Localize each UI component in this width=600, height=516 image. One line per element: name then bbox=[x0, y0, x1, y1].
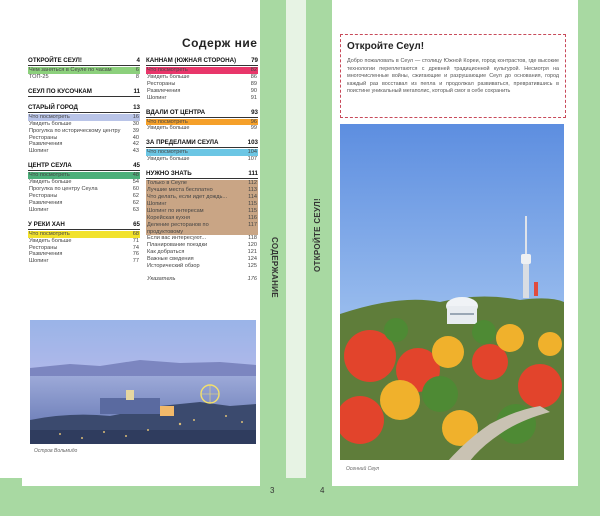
toc-entry[interactable] bbox=[146, 249, 258, 256]
toc-entry[interactable] bbox=[146, 194, 258, 201]
left-page bbox=[22, 0, 260, 486]
toc-entry[interactable] bbox=[28, 231, 140, 238]
toc-entry-page: 43 bbox=[132, 148, 139, 155]
toc-entry[interactable] bbox=[146, 74, 258, 81]
toc-entry-page: 62 bbox=[132, 199, 139, 206]
toc-entry-page: 82 bbox=[250, 67, 257, 73]
toc-entry[interactable] bbox=[146, 88, 258, 95]
spine-gap bbox=[286, 0, 306, 478]
toc-section bbox=[146, 138, 258, 163]
toc-entry-page: 40 bbox=[132, 134, 139, 141]
toc-entry-label: Развлечения bbox=[147, 87, 181, 94]
toc-entry[interactable] bbox=[28, 148, 140, 155]
toc-entry[interactable] bbox=[146, 149, 258, 156]
toc-entry-label: Шопинг bbox=[29, 258, 49, 265]
toc-entry-page: 118 bbox=[248, 235, 257, 242]
toc-entry[interactable] bbox=[28, 186, 140, 193]
toc-entry[interactable] bbox=[28, 128, 140, 135]
toc-entry-page: 120 bbox=[247, 242, 257, 249]
toc-entry-label: Важные сведения bbox=[147, 256, 194, 263]
toc-entry[interactable] bbox=[28, 135, 140, 142]
toc-entry-label: Прогулка по историческому центру bbox=[29, 127, 121, 134]
toc-section-page: 4 bbox=[136, 57, 140, 64]
toc-entry-label: Рестораны bbox=[29, 244, 58, 251]
toc-entry-label: Увидеть больше bbox=[29, 179, 72, 186]
toc-entry[interactable] bbox=[146, 242, 258, 249]
toc-entry-page: 8 bbox=[135, 73, 139, 80]
toc-entry-page: 99 bbox=[250, 125, 257, 132]
toc-entry-label: Лучшие места бесплатно bbox=[147, 187, 213, 194]
toc-entry-label: Как добраться bbox=[147, 249, 185, 256]
toc-entry-page: 107 bbox=[247, 156, 257, 163]
right-edge-band bbox=[578, 0, 600, 478]
toc-entry[interactable] bbox=[28, 258, 140, 265]
toc-section-page: 11 bbox=[133, 87, 140, 95]
toc-section-heading[interactable] bbox=[146, 138, 258, 148]
toc-entry[interactable] bbox=[146, 95, 258, 102]
toc-entry[interactable] bbox=[146, 208, 258, 215]
toc-entry-label: Планирование поездки bbox=[147, 242, 208, 249]
toc-entry-page: 68 bbox=[132, 230, 139, 237]
toc-entry-page: 96 bbox=[250, 118, 257, 125]
toc-section bbox=[28, 161, 140, 213]
toc-entry[interactable] bbox=[146, 256, 258, 263]
toc-entry-label: Деление ресторанов по продуктовому bbox=[147, 221, 209, 235]
toc-section-title: НУЖНО ЗНАТЬ bbox=[146, 170, 192, 178]
toc-entry-page: 16 bbox=[132, 113, 139, 120]
spine-right bbox=[306, 0, 332, 478]
toc-section bbox=[28, 103, 140, 155]
toc-section bbox=[146, 56, 258, 102]
toc-index-page: 176 bbox=[247, 275, 257, 282]
toc-entry[interactable] bbox=[28, 67, 140, 74]
toc-entry-page: 62 bbox=[132, 192, 139, 199]
toc-section-page: 45 bbox=[133, 162, 140, 170]
toc-section-heading[interactable] bbox=[28, 56, 140, 66]
toc-entry-label: Развлечения bbox=[29, 251, 63, 258]
wolmido-photo bbox=[30, 320, 256, 458]
toc-entry-label: Что посмотреть bbox=[29, 172, 70, 179]
toc-section-page: 93 bbox=[251, 108, 258, 116]
toc-entry-page: 114 bbox=[248, 193, 257, 200]
toc-entry[interactable] bbox=[146, 215, 258, 222]
toc-entry[interactable] bbox=[146, 201, 258, 208]
toc-index-label: Указатель bbox=[147, 275, 176, 282]
toc-section-heading[interactable] bbox=[146, 108, 258, 118]
toc-entry-label: Развлечения bbox=[29, 141, 63, 148]
toc-entry-label: Шопинг по интересам bbox=[147, 207, 204, 214]
toc-entry-label: Увидеть больше bbox=[29, 237, 72, 244]
toc-entry[interactable] bbox=[28, 245, 140, 252]
toc-entry-page: 116 bbox=[248, 214, 257, 221]
toc-entry[interactable] bbox=[146, 235, 258, 242]
toc-entry-label: Рестораны bbox=[147, 80, 176, 87]
toc-entry[interactable] bbox=[28, 200, 140, 207]
intro-box bbox=[340, 34, 566, 118]
toc-entry-label: Рестораны bbox=[29, 192, 58, 199]
toc-entry-page: 77 bbox=[132, 258, 139, 265]
toc-entry-label: Если вас интересуют... bbox=[147, 235, 207, 242]
toc-entry-page: 30 bbox=[132, 120, 139, 127]
toc-entry-page: 91 bbox=[250, 94, 257, 101]
toc-section-heading[interactable] bbox=[28, 87, 140, 97]
toc-entry-label: Развлечения bbox=[29, 199, 63, 206]
toc-entry[interactable] bbox=[146, 263, 258, 270]
toc-section bbox=[146, 169, 258, 270]
toc-entry-page: 6 bbox=[135, 67, 139, 73]
toc-section-heading[interactable] bbox=[28, 103, 140, 113]
toc-entry-page: 115 bbox=[248, 200, 257, 207]
toc-section-page: 79 bbox=[251, 57, 258, 64]
toc-entry-page: 124 bbox=[247, 256, 257, 263]
toc-section bbox=[146, 108, 258, 133]
toc-entry-label: Что посмотреть bbox=[29, 113, 70, 120]
toc-entry-label: ТОП-25 bbox=[29, 73, 49, 80]
photo-caption-left: Остров Вольмидо bbox=[34, 448, 78, 454]
toc-entry-page: 48 bbox=[132, 172, 139, 179]
toc-entry-label: Что посмотреть bbox=[29, 230, 70, 237]
toc-entry-label: Шопинг bbox=[147, 200, 167, 207]
toc-section-heading[interactable] bbox=[146, 169, 258, 179]
spine-left bbox=[260, 0, 286, 478]
toc-section-heading[interactable] bbox=[28, 220, 140, 230]
page-number-right: 4 bbox=[320, 486, 325, 495]
toc-entry-page: 39 bbox=[132, 127, 139, 134]
toc-entry-page: 63 bbox=[132, 206, 139, 213]
toc-entry-page: 113 bbox=[248, 187, 257, 194]
toc-entry-page: 42 bbox=[132, 141, 139, 148]
toc-entry-label: Шопинг bbox=[147, 94, 167, 101]
toc-entry-page: 74 bbox=[132, 244, 139, 251]
toc-section-title: ЗА ПРЕДЕЛАМИ СЕУЛА bbox=[146, 139, 219, 147]
toc-entry-label: Увидеть больше bbox=[29, 120, 72, 127]
toc-section-title: СТАРЫЙ ГОРОД bbox=[28, 103, 78, 111]
toc-entry[interactable] bbox=[146, 119, 258, 126]
toc-entry-page: 104 bbox=[247, 149, 257, 156]
spine-right-label: ОТКРОЙТЕ СЕУЛ! bbox=[313, 198, 322, 272]
toc-entry[interactable] bbox=[146, 156, 258, 163]
toc-entry[interactable] bbox=[28, 172, 140, 179]
toc-section-title: ОТКРОЙТЕ СЕУЛ! bbox=[28, 57, 82, 64]
toc-entry-label: Шопинг bbox=[29, 206, 49, 213]
toc-entry-page: 90 bbox=[250, 87, 257, 94]
toc-section bbox=[28, 56, 140, 81]
intro-text: Добро пожаловать в Сеул — столицу Южной Кореи, город контрастов, где высокие технологии переплетаются с древней традиционной культурой. Несмотря на многочисленные войны, сжигающие и разрушающие Сеул до основания, город каждый раз восставал из пепла и продолжал развиваться, превратившись в поистине уникальный мегаполис, который смог в себе сохранить bbox=[347, 58, 559, 95]
toc-entry-label: Что посмотреть bbox=[147, 67, 188, 73]
toc-entry-page: 115 bbox=[248, 207, 257, 214]
toc-entry-label: Чем заняться в Сеуле по часам bbox=[29, 67, 112, 73]
toc-entry[interactable] bbox=[28, 238, 140, 245]
toc-entry-label: Что делать, если идет дождь... bbox=[147, 193, 228, 200]
toc-section-title: КАННАМ (ЮЖНАЯ СТОРОНА) bbox=[146, 57, 237, 64]
toc-section-title: У РЕКИ ХАН bbox=[28, 220, 65, 228]
toc-section-heading[interactable] bbox=[28, 161, 140, 171]
toc-section-heading[interactable] bbox=[146, 56, 258, 66]
spine-left-label: СОДЕРЖАНИЕ bbox=[270, 237, 279, 298]
toc-column-2 bbox=[146, 56, 258, 283]
toc-entry-label: Прогулка по центру Сеула bbox=[29, 186, 98, 193]
toc-entry-label: Увидеть больше bbox=[147, 73, 190, 80]
toc-entry-label: Увидеть больше bbox=[147, 156, 190, 163]
toc-entry[interactable] bbox=[28, 74, 140, 81]
toc-entry-label: Шопинг bbox=[29, 148, 49, 155]
toc-section-page: 65 bbox=[133, 220, 140, 228]
toc-title: Содерж ние bbox=[182, 36, 258, 50]
toc-entry[interactable] bbox=[28, 121, 140, 128]
seoul-autumn-photo bbox=[340, 124, 564, 480]
toc-entry[interactable] bbox=[28, 193, 140, 200]
photo-caption-right: Осенний Сеул bbox=[346, 466, 380, 472]
toc-entry-page: 86 bbox=[250, 73, 257, 80]
toc-entry[interactable] bbox=[146, 187, 258, 194]
toc-entry[interactable] bbox=[28, 114, 140, 121]
toc-entry-label: Рестораны bbox=[29, 134, 58, 141]
toc-section-title: СЕУЛ ПО КУСОЧКАМ bbox=[28, 87, 92, 95]
toc-entry[interactable] bbox=[146, 222, 258, 236]
toc-entry-label: Что посмотреть bbox=[147, 118, 188, 125]
toc-entry-page: 71 bbox=[132, 237, 139, 244]
toc-entry-label: Что посмотреть bbox=[147, 149, 188, 156]
toc-entry-page: 54 bbox=[132, 179, 139, 186]
toc-entry-label: Только в Сеуле bbox=[147, 180, 187, 187]
toc-column-1 bbox=[28, 56, 140, 271]
toc-section-page: 111 bbox=[248, 170, 258, 178]
toc-entry[interactable] bbox=[146, 180, 258, 187]
toc-entry-label: Увидеть больше bbox=[147, 125, 190, 132]
page-number-left: 3 bbox=[270, 486, 275, 495]
toc-entry-page: 89 bbox=[250, 80, 257, 87]
toc-section-page: 103 bbox=[247, 139, 258, 147]
toc-entry-page: 76 bbox=[132, 251, 139, 258]
toc-entry-label: Корейская кухня bbox=[147, 214, 190, 221]
toc-entry[interactable] bbox=[146, 125, 258, 132]
toc-entry-page: 125 bbox=[247, 263, 257, 270]
toc-section-page: 13 bbox=[133, 103, 140, 111]
toc-entry[interactable] bbox=[146, 81, 258, 88]
toc-entry[interactable] bbox=[28, 207, 140, 214]
toc-entry[interactable] bbox=[28, 179, 140, 186]
intro-title: Откройте Сеул! bbox=[347, 41, 425, 52]
toc-entry[interactable] bbox=[146, 67, 258, 74]
toc-entry-page: 121 bbox=[247, 249, 257, 256]
toc-entry-label: Исторический обзор bbox=[147, 263, 200, 270]
toc-index-entry[interactable] bbox=[146, 276, 258, 283]
toc-entry[interactable] bbox=[28, 141, 140, 148]
toc-section-title: ЦЕНТР СЕУЛА bbox=[28, 162, 72, 170]
toc-section bbox=[28, 220, 140, 266]
toc-entry[interactable] bbox=[28, 251, 140, 258]
toc-section-title: ВДАЛИ ОТ ЦЕНТРА bbox=[146, 108, 206, 116]
toc-entry-page: 112 bbox=[248, 180, 257, 187]
toc-entry-page: 60 bbox=[132, 186, 139, 193]
toc-entry-page: 117 bbox=[248, 221, 257, 228]
toc-section bbox=[28, 87, 140, 97]
